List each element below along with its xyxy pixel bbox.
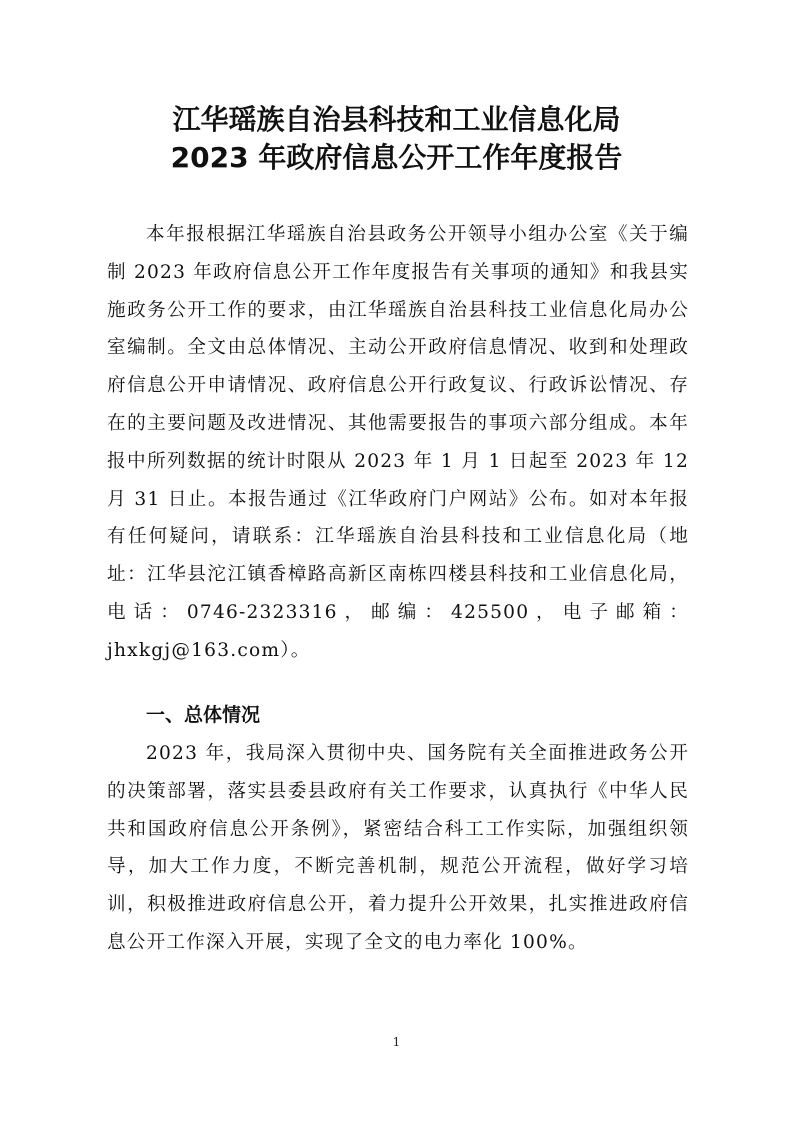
overview-paragraph: 2023 年，我局深入贯彻中央、国务院有关全面推进政务公开的决策部署，落实县委县政府有关工作要求，认真执行《中华人民共和国政府信息公开条例》，紧密结合科工工作实际，加强组织领导，加大工作力度，不断完善机制，规范公开流程，做好学习培训，积极推进政府信息公开，着力提升公开效果，扎实推进政府信息公开工作深入开展，实现了全文的电力率化 100%。 [107, 743, 689, 953]
intro-paragraph: 本年报根据江华瑶族自治县政务公开领导小组办公室《关于编制 2023 年政府信息公开工作年度报告有关事项的通知》和我县实施政务公开工作的要求，由江华瑶族自治县科技工业信息化局办公室编制。全文由总体情况、主动公开政府信息情况、收到和处理政府信息公开申请情况、政府信息公开行政复议、行政诉讼情况、存在的主要问题及改进情况、其他需要报告的事项六部分组成。本年报中所列数据的统计时限从 2023 年 1 月 1 日起至 2023 年 12 月 31 日止。本报告通过《江华政府门户网站》公布。如对本年报有任何疑问，请联系：江华瑶族自治县科技和工业信息化局（地址：江华县沱江镇香樟路高新区南栋四楼县科技和工业信息化局，电话：0746-2323316，邮编：425500，电子邮箱：jhxkgj@163.com）。 [107, 224, 689, 661]
report-title-line-1: 江华瑶族自治县科技和工业信息化局 [172, 103, 621, 136]
report-title-line-2: 2023 年政府信息公开工作年度报告 [170, 141, 623, 174]
page-number: 1 [392, 1035, 401, 1049]
section-heading-overview: 一、总体情况 [146, 704, 261, 726]
